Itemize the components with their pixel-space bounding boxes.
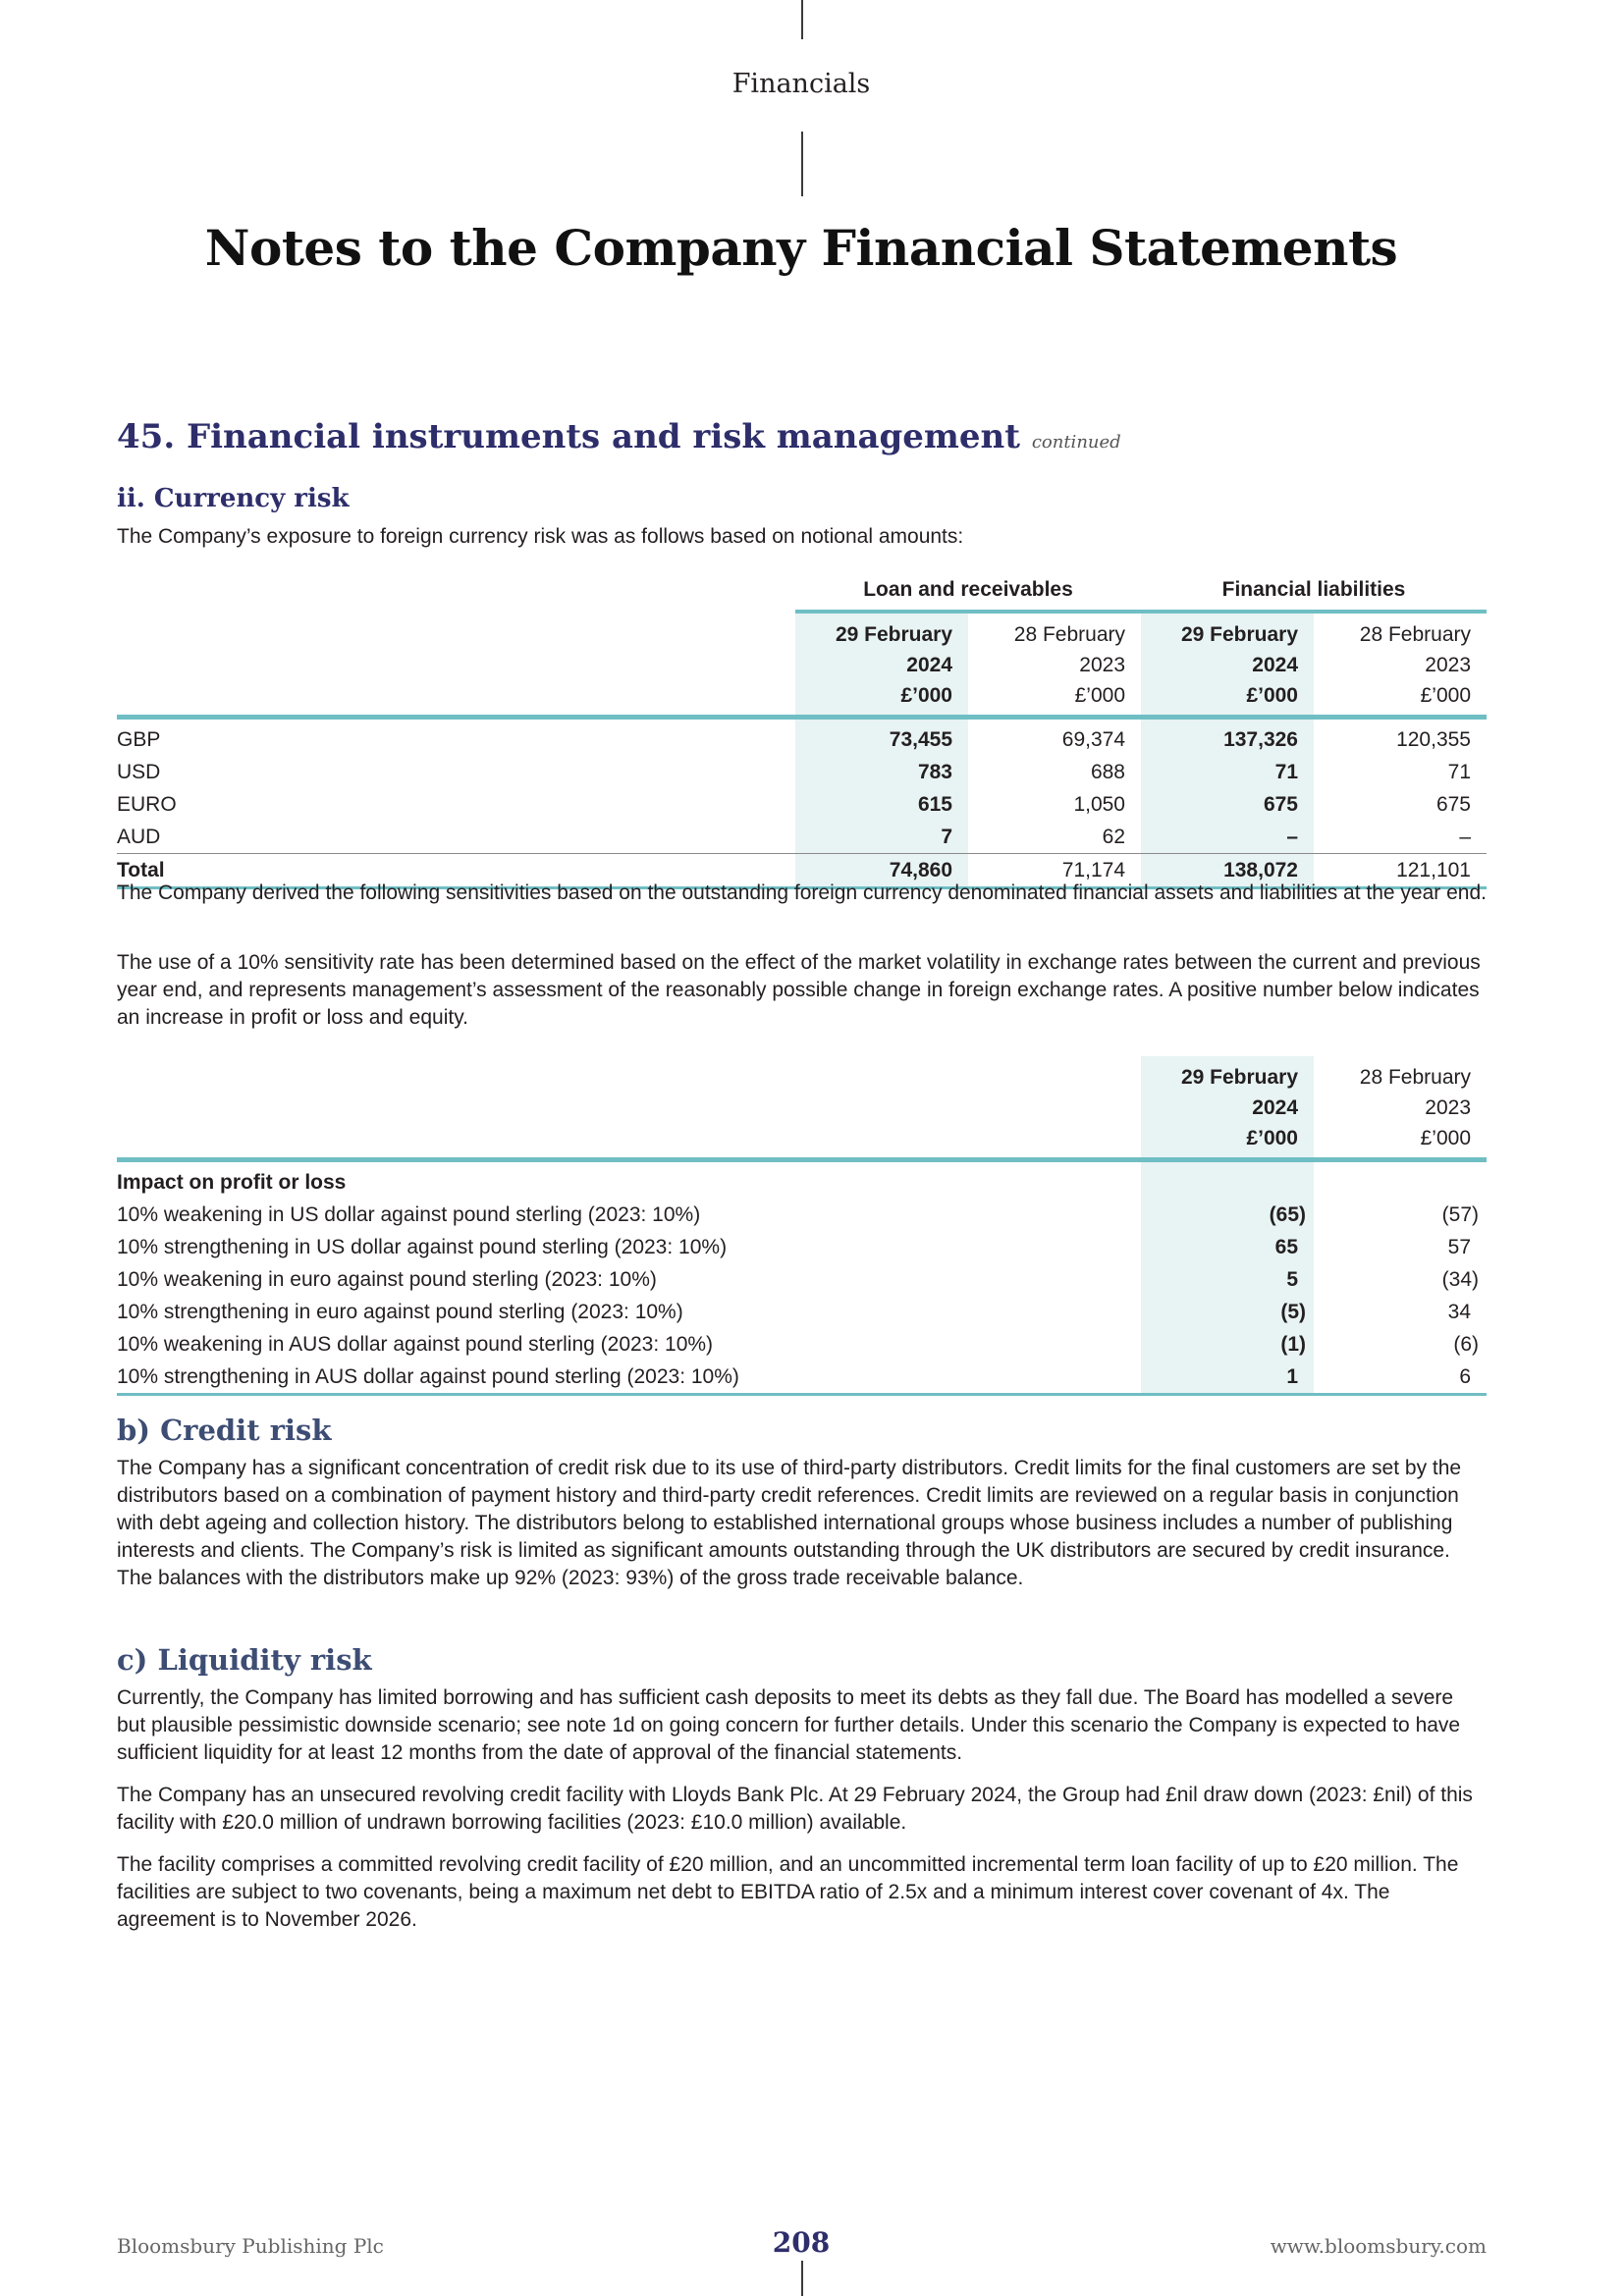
table-row [117, 1296, 1487, 1328]
title-divider-line [801, 132, 803, 196]
col-header: 28 February [1359, 623, 1471, 646]
cell-value: 615 [795, 788, 968, 821]
cell-value: 7 [795, 821, 968, 854]
page-title: Notes to the Company Financial Statements [204, 219, 1398, 277]
table-row [117, 1263, 1487, 1296]
cell-value: 73,455 [795, 718, 968, 757]
cell-value: (6) [1453, 1332, 1479, 1356]
table-row [117, 718, 1487, 757]
table-row [117, 756, 1487, 788]
row-label: 10% weakening in US dollar against pound sterling (2023: 10%) [117, 1202, 701, 1226]
table-row [117, 1231, 1487, 1263]
col-header: 2024 [1141, 1093, 1314, 1123]
currency-exposure-table [117, 570, 1487, 889]
cell-value: 57 [1447, 1235, 1471, 1258]
group-header-loans: Loan and receivables [795, 570, 1141, 612]
cell-value: 675 [1435, 792, 1471, 816]
cell-value: 74,860 [795, 854, 968, 888]
row-label: 10% weakening in AUS dollar against pound sterling (2023: 10%) [117, 1332, 714, 1356]
col-header: 2023 [1425, 1096, 1471, 1119]
row-label: AUD [117, 825, 161, 848]
cell-value: 1,050 [1073, 792, 1125, 816]
credit-risk-text: The Company has a significant concentration of credit risk due to its use of third-party distributors. Credit limits for the final customers are set by the distributors based on a combination of payment history and third-party credit references. Credit limits are reviewed on a regular basis in conjunction with debt ageing and collection history. The distributors belong to established international groups whose business includes a number of publishing interests and clients. The Company’s risk is limited as significant amounts outstanding through the UK distributors are secured by credit insurance. The balances with the distributors make up 92% (2023: 93%) of the gross trade receivable balance. [117, 1457, 1462, 1589]
note-heading-text: 45. Financial instruments and risk management [117, 417, 1020, 456]
col-header: £’000 [968, 680, 1141, 718]
table-row [117, 1328, 1487, 1361]
cell-value: (65) [1141, 1199, 1314, 1231]
col-header: 28 February [1013, 623, 1125, 646]
col-header: £’000 [1141, 680, 1314, 718]
cell-value: 1 [1141, 1361, 1314, 1395]
col-header: £’000 [1314, 680, 1487, 718]
continued-label: continued [1031, 432, 1121, 453]
cell-value: 71,174 [968, 854, 1141, 888]
liquidity-risk-paragraph: The facility comprises a committed revolving credit facility of £20 million, and an uncommitted incremental term loan facility of up to £20 million. The facilities are subject to two covenants, being a maximum net debt to EBITDA ratio of 2.5x and a minimum interest cover covenant of 4x. The agreement is to November 2026. [117, 1853, 1459, 1931]
sensitivity-intro: The Company derived the following sensitivities based on the outstanding foreign currency denominated financial assets and liabilities at the year end. [117, 881, 1487, 904]
footer-website: www.bloomsbury.com [1270, 2234, 1487, 2258]
cell-value: 65 [1141, 1231, 1314, 1263]
liquidity-risk-paragraph: Currently, the Company has limited borrowing and has sufficient cash deposits to meet its debts as they fall due. The Board has modelled a severe but plausible pessimistic downside scenario; see note 1d on going concern for further details. Under this scenario the Company is expected to have sufficient liquidity for at least 12 months from the date of approval of the financial statements. [117, 1686, 1461, 1764]
row-label: 10% strengthening in US dollar against pound sterling (2023: 10%) [117, 1235, 728, 1258]
cell-value: 34 [1447, 1300, 1471, 1323]
footer-company-name: Bloomsbury Publishing Plc [117, 2234, 384, 2258]
cell-value: 688 [1090, 760, 1125, 783]
currency-risk-heading: ii. Currency risk [117, 484, 350, 513]
cell-value: 71 [1141, 756, 1314, 788]
cell-value: 5 [1141, 1263, 1314, 1296]
row-label: 10% strengthening in AUS dollar against pound sterling (2023: 10%) [117, 1361, 1141, 1395]
liquidity-risk-paragraph: The Company has an unsecured revolving credit facility with Lloyds Bank Plc. At 29 February 2024, the Group had £nil draw down (2023: £nil) of this facility with £20.0 million of undrawn borrowing facilities (2023: £10.0 million) available. [117, 1784, 1473, 1834]
col-header: £’000 [795, 680, 968, 718]
col-header: 29 February [1141, 612, 1314, 650]
table-row [117, 1199, 1487, 1231]
cell-value: (34) [1441, 1267, 1479, 1291]
col-header: £’000 [1141, 1123, 1314, 1160]
section-label: Impact on profit or loss [117, 1170, 347, 1194]
cell-value: 675 [1141, 788, 1314, 821]
cell-value: (5) [1141, 1296, 1314, 1328]
sensitivity-table [117, 1056, 1487, 1396]
sensitivity-basis: The use of a 10% sensitivity rate has been determined based on the effect of the market volatility in exchange rates between the current and previous year end, and represents management’s assessment of the reasonably possible change in foreign exchange rates. A positive number below indicates an increase in profit or loss and equity. [117, 951, 1481, 1029]
cell-value: 71 [1447, 760, 1471, 783]
cell-value: – [1141, 821, 1314, 854]
credit-risk-heading: b) Credit risk [117, 1414, 332, 1447]
cell-value: 137,326 [1141, 718, 1314, 757]
row-label: USD [117, 760, 161, 783]
col-header: 2024 [1141, 650, 1314, 680]
row-label: 10% strengthening in euro against pound sterling (2023: 10%) [117, 1300, 683, 1323]
col-header: £’000 [1314, 1123, 1487, 1160]
cell-value: 783 [795, 756, 968, 788]
row-label: Total [117, 854, 795, 888]
table-row [117, 788, 1487, 821]
table-row [117, 821, 1487, 854]
row-label: EURO [117, 792, 177, 816]
currency-risk-intro: The Company’s exposure to foreign currency risk was as follows based on notional amounts: [117, 525, 964, 548]
cell-value: 69,374 [1061, 727, 1125, 751]
col-header: 2023 [1079, 654, 1125, 676]
table-row [117, 1361, 1487, 1395]
section-label: Financials [731, 69, 871, 99]
cell-value: 6 [1314, 1361, 1487, 1395]
row-label: 10% weakening in euro against pound sterling (2023: 10%) [117, 1267, 657, 1291]
liquidity-risk-heading: c) Liquidity risk [117, 1643, 372, 1677]
top-divider-line [801, 0, 803, 39]
cell-value: 121,101 [1314, 854, 1487, 888]
col-header: 2024 [795, 650, 968, 680]
cell-value: 62 [1102, 825, 1125, 848]
cell-value: (1) [1141, 1328, 1314, 1361]
col-header: 29 February [795, 612, 968, 650]
col-header: 2023 [1425, 654, 1471, 676]
bottom-divider-line [801, 2261, 803, 2296]
col-header: 29 February [1141, 1056, 1314, 1093]
col-header: 28 February [1359, 1066, 1471, 1089]
group-header-liabilities: Financial liabilities [1141, 570, 1487, 612]
cell-value: 138,072 [1141, 854, 1314, 888]
cell-value: 120,355 [1396, 727, 1471, 751]
section-row [117, 1160, 1487, 1200]
row-label: GBP [117, 727, 161, 751]
cell-value: (57) [1441, 1202, 1479, 1226]
note-heading [117, 417, 1487, 456]
page-number: 208 [772, 2226, 831, 2259]
cell-value: – [1459, 825, 1471, 848]
